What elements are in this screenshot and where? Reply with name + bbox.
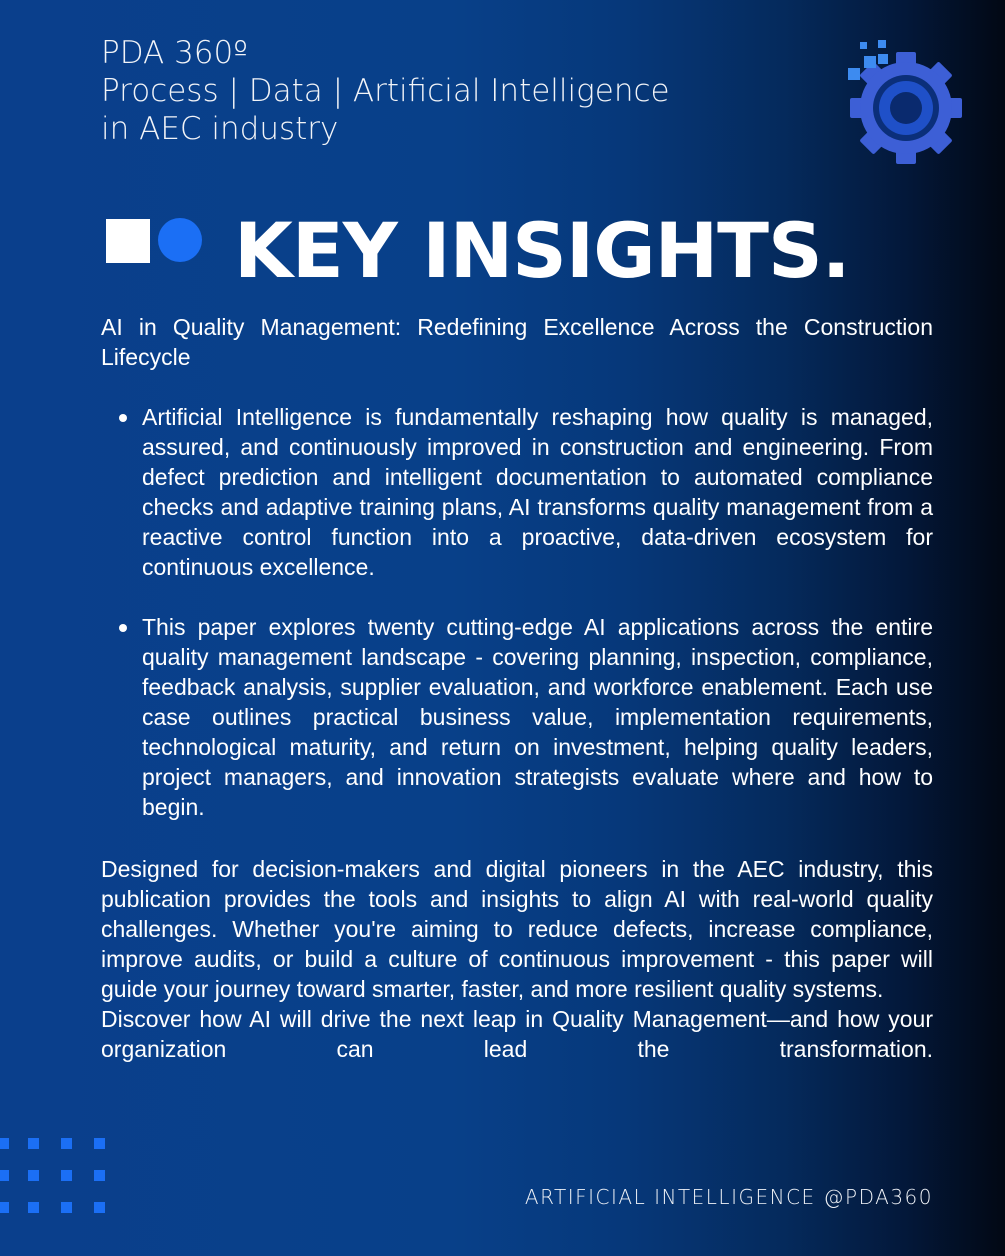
header-line-1: PDA 360º [101,35,248,71]
header-line-2: Process | Data | Artificial Intelligence [101,73,670,109]
page-title: KEY INSIGHTS. [234,206,850,295]
closing-text [101,854,933,1064]
bullet-text: Artificial Intelligence is fundamentally reshaping how quality is managed, assured, and continuously improved in construction and engineering. From defect prediction and intelligent documentation to automated compliance checks and adaptive training plans, AI transforms quality management from a reactive control function into a proactive, data-driven ecosystem for continuous excellence. [142,404,933,580]
blue-circle-icon [158,218,202,262]
header [101,34,670,148]
closing-paragraph: Designed for decision-makers and digital pioneers in the AEC industry, this publication provides the tools and insights to align AI with real-world quality challenges. Whether you're aiming to reduce defects, increase compliance, improve audits, or build a culture of continuous improvement - this paper will guide your journey toward smarter, faster, and more resilient quality systems. [101,856,933,1002]
gear-icon [842,38,966,166]
white-square-icon [106,219,150,263]
closing-paragraph-discover: Discover how AI will drive the next leap in Quality Management—and how your organization can lead the transformation. [101,1006,933,1062]
list-item [142,612,933,822]
bullet-icon [119,414,127,422]
bullet-icon [119,624,127,632]
footer-handle: ARTIFICIAL INTELLIGENCE @PDA360 [524,1185,933,1209]
bullet-list [142,402,933,852]
bullet-text: This paper explores twenty cutting-edge AI applications across the entire quality management landscape - covering planning, inspection, compliance, feedback analysis, supplier evaluation, and workforce enablement. Each use case outlines practical business value, implementation requirements, technological maturity, and return on investment, helping quality leaders, project managers, and innovation strategists evaluate where and how to begin. [142,614,933,820]
hero-shapes [106,217,196,263]
dot-grid-icon [0,1138,110,1218]
list-item [142,402,933,582]
header-line-3: in AEC industry [101,111,339,147]
subtitle: AI in Quality Management: Redefining Excellence Across the Construction Lifecycle [101,314,933,370]
